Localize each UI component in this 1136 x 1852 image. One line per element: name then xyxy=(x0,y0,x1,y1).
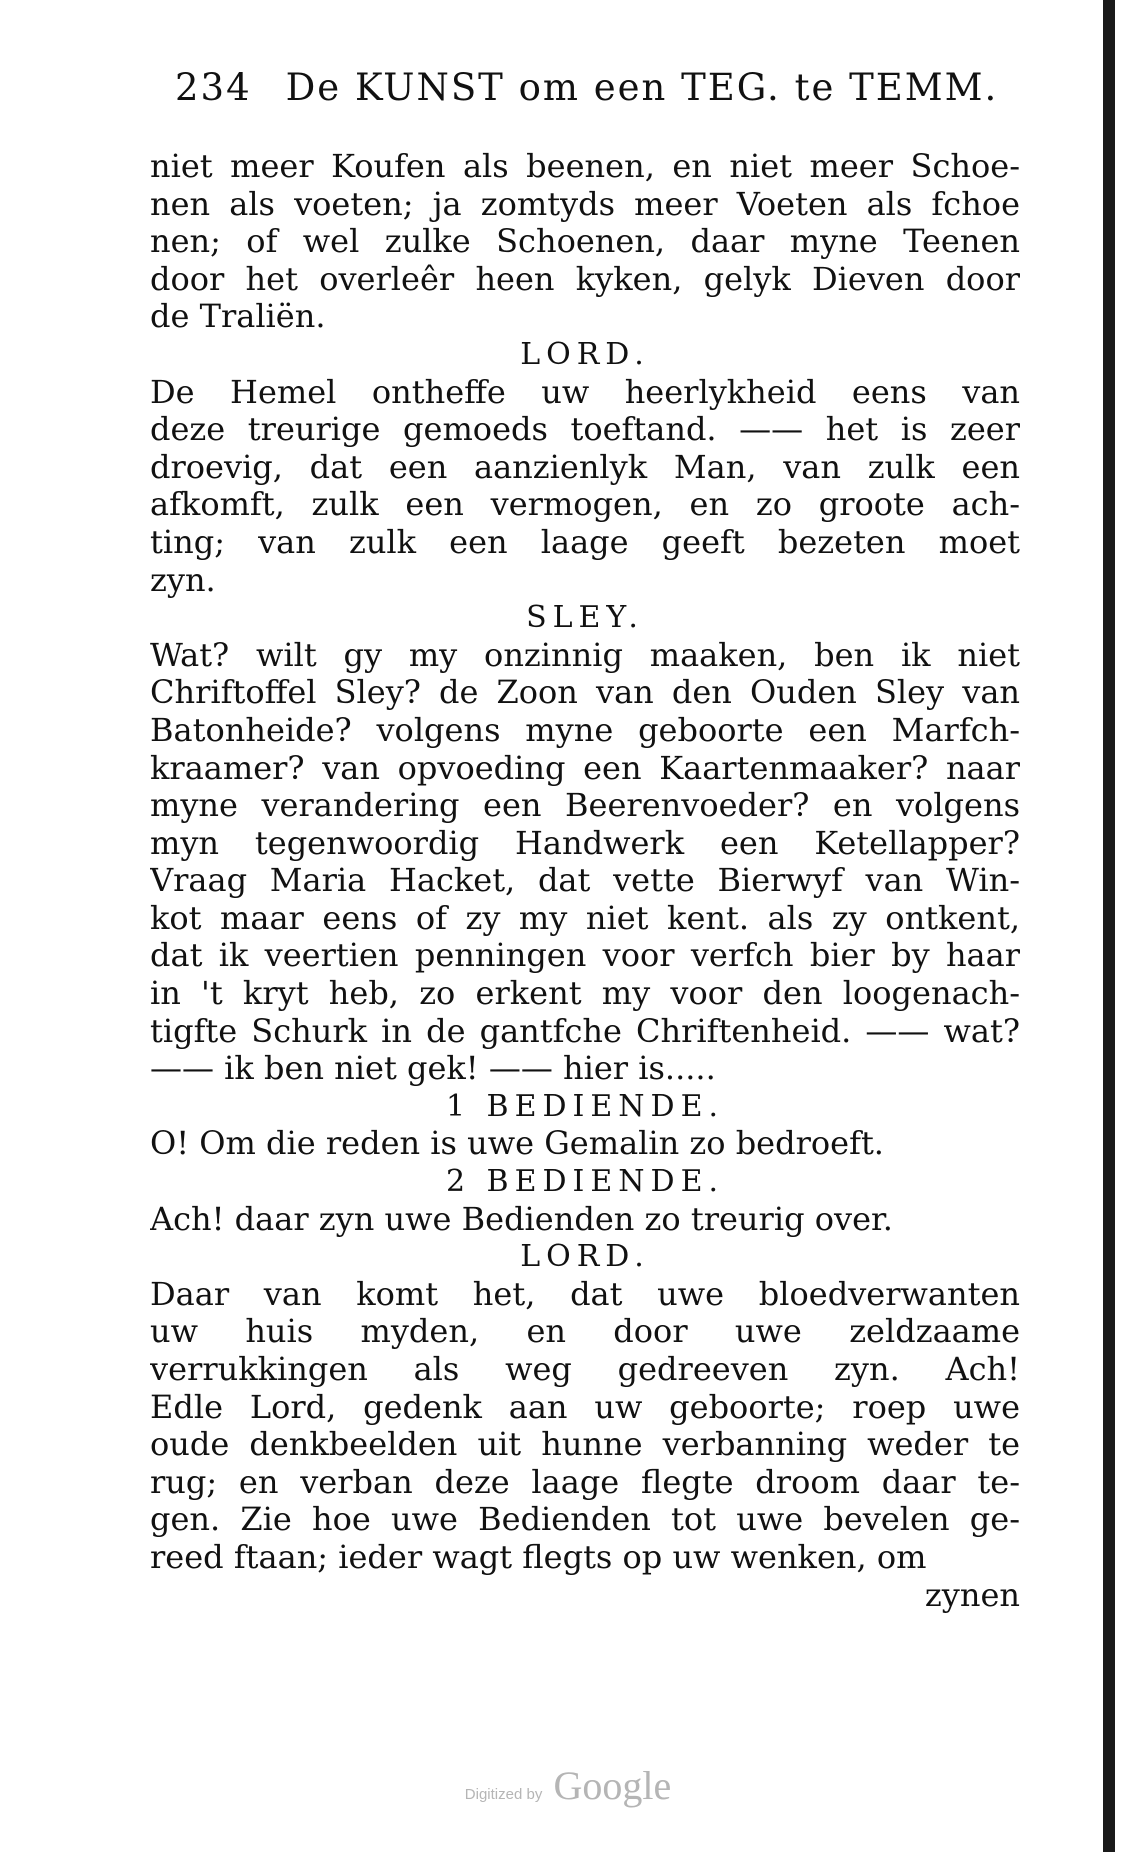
text-line: gen. Zie hoe uwe Bedienden tot uwe bevelen ge- xyxy=(150,1501,1020,1539)
text-line: Edle Lord, gedenk aan uw geboorte; roep uwe xyxy=(150,1388,1020,1426)
text-line: myne verandering een Beerenvoeder? en volgens xyxy=(150,787,1020,825)
text-line: O! Om die reden is uwe Gemalin zo bedroeft. xyxy=(150,1125,884,1163)
text-line: De Hemel ontheffe uw heerlykheid eens van xyxy=(150,373,1020,411)
text-line: nen als voeten; ja zomtyds meer Voeten als fchoe xyxy=(150,185,1020,223)
text-line: reed ftaan; ieder wagt flegts op uw wenken, om xyxy=(150,1538,927,1576)
text-line: door het overleêr heen kyken, gelyk Dieven door xyxy=(150,260,1020,298)
text-line: ting; van zulk een laage geeft bezeten moet xyxy=(150,523,1020,561)
text-line: Batonheide? volgens myne geboorte een Marfch- xyxy=(150,711,1020,749)
text-line: uw huis myden, en door uwe zeldzaame xyxy=(150,1313,1020,1351)
text-line: Wat? wilt gy my onzinnig maaken, ben ik niet xyxy=(150,636,1020,674)
text-line: Chriftoffel Sley? de Zoon van den Ouden Sley van xyxy=(150,674,1020,712)
text-line: deze treurige gemoeds toeftand. —— het is zeer xyxy=(150,411,1020,449)
text-line: de Traliën. xyxy=(150,298,326,336)
text-line: verrukkingen als weg gedreeven zyn. Ach! xyxy=(150,1351,1020,1388)
running-header xyxy=(175,66,999,118)
speaker-name: LORD. xyxy=(520,336,650,372)
speaker-name: LORD. xyxy=(520,1239,650,1275)
running-title: De KUNST om een TEG. te TEMM. xyxy=(285,66,999,109)
text-line: kraamer? van opvoeding een Kaartenmaaker? naar xyxy=(150,749,1020,787)
text-line: myn tegenwoordig Handwerk een Ketellapper? xyxy=(150,824,1020,862)
text-line: dat ik veertien penningen voor verfch bier by haar xyxy=(150,937,1020,975)
text-line: droevig, dat een aanzienlyk Man, van zulk een xyxy=(150,448,1020,486)
scan-edge xyxy=(1103,0,1115,1852)
digitization-watermark xyxy=(0,1762,1136,1809)
text-line: tigfte Schurk in de gantfche Chriftenheid. —— wat? xyxy=(150,1012,1020,1050)
speaker-name: 1 BEDIENDE. xyxy=(445,1088,725,1124)
text-body xyxy=(150,148,1020,1614)
text-line: kot maar eens of zy my niet kent. als zy ontkent, xyxy=(150,899,1020,937)
catchword: zynen xyxy=(924,1576,1020,1614)
page-number: 234 xyxy=(175,66,252,109)
text-line: niet meer Koufen als beenen, en niet meer Schoe- xyxy=(150,148,1020,185)
text-line: afkomft, zulk een vermogen, en zo groote ach- xyxy=(150,486,1020,524)
google-logo: Google xyxy=(553,1763,672,1808)
speaker-name: 2 BEDIENDE. xyxy=(445,1164,725,1200)
text-line: rug; en verban deze laage flegte droom daar te- xyxy=(150,1463,1020,1501)
text-line: zyn. xyxy=(150,561,216,599)
speaker-name: SLEY. xyxy=(526,600,644,636)
text-line: Ach! daar zyn uwe Bedienden zo treurig over. xyxy=(150,1200,893,1238)
text-line: Vraag Maria Hacket, dat vette Bierwyf van Win- xyxy=(150,862,1020,900)
watermark-prefix: Digitized by xyxy=(464,1786,543,1803)
text-line: nen; of wel zulke Schoenen, daar myne Teenen xyxy=(150,223,1020,261)
text-line: oude denkbeelden uit hunne verbanning weder te xyxy=(150,1426,1020,1464)
text-line: —— ik ben niet gek! —— hier is..... xyxy=(150,1050,716,1088)
text-line: Daar van komt het, dat uwe bloedverwanten xyxy=(150,1275,1020,1313)
text-line: in 't kryt heb, zo erkent my voor den loogenach- xyxy=(150,975,1020,1013)
